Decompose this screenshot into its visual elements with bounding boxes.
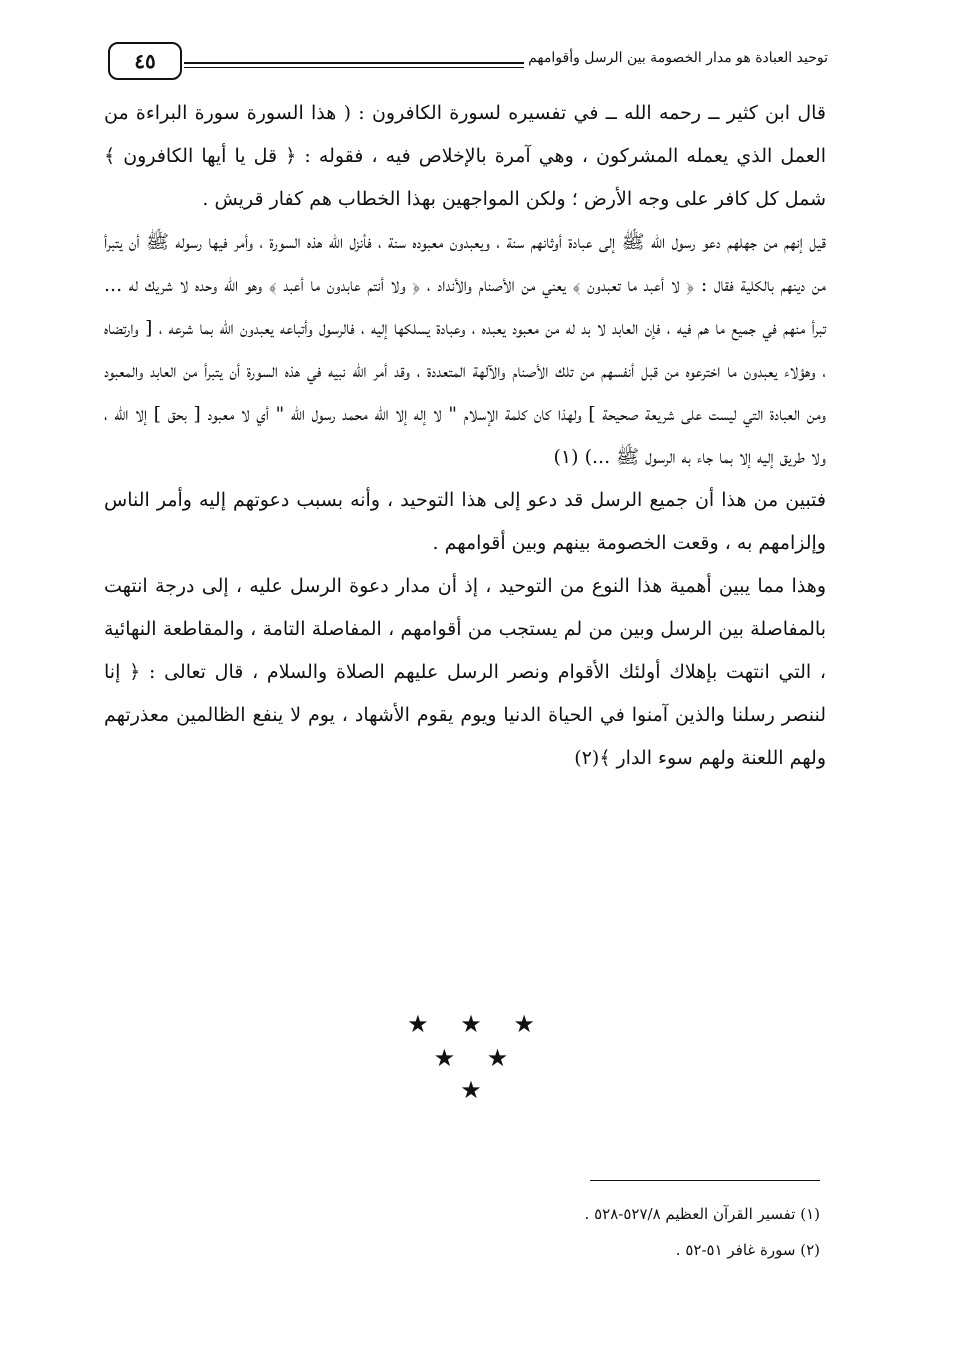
page-number: ٤٥ [108, 42, 182, 80]
paragraph-quote-continued: قيل إنهم من جهلهم دعو رسول الله ﷺ إلى عبادة أوثانهم سنة ، ويعبدون معبوده سنة ، فأنزل الله هذه السورة ، وأمر فيها رسوله ﷺ أن يتبرأ من دينهم بالكلية فقال : ﴿ لا أعبد ما تعبدون ﴾ يعني من الأصنام والأنداد ، ﴿ ولا أنتم عابدون ما أعبد ﴾ وهو الله وحده لا شريك له ... تبرأ منهم في جميع ما هم فيه ، فإن العابد لا بد له من معبود يعبده ، وعبادة يسلكها إليه ، فالرسول وأتباعه يعبدون الله بما شرعه ، [ وارتضاه ، وهؤلاء يعبدون ما اخترعوه من قبل أنفسهم من تلك الأصنام والآلهة المتعددة ، وقد أمر الله نبيه في هذه السورة أن يتبرأ من العابد والمعبود ومن العبادة التي ليست على شريعة صحيحة ] ولهذا كان كلمة الإسلام " لا إله إلا الله محمد رسول الله " أي لا معبود [ بحق ] إلا الله ، ولا طريق إليه إلا بما جاء به الرسول ﷺ ...) (١) [104, 231, 826, 468]
star-ornament-row-3: ★ [460, 1076, 494, 1104]
star-ornament-row-1: ★ ★ ★ [407, 1010, 547, 1038]
star-ornament-row-2: ★ ★ [433, 1044, 521, 1072]
footnote-separator [590, 1180, 820, 1181]
footnote-1: (١) تفسير القرآن العظيم ٥٢٧/٨-٥٢٨ . [584, 1205, 820, 1223]
paragraph-importance: وهذا مما يبين أهمية هذا النوع من التوحيد ، إذ أن مدار دعوة الرسل عليه ، إلى درجة انتهت بالمفاصلة بين الرسل وبين من لم يستجب من أقوامهم ، المفاصلة التامة ، والمقاطعة النهائية ، التي انتهت بإهلاك أولئك الأقوام ونصر الرسل عليهم الصلاة والسلام ، قال تعالى : ﴿ إنا لننصر رسلنا والذين آمنوا في الحياة الدنيا ويوم يقوم الأشهاد ، يوم لا ينفع الظالمين معذرتهم ولهم اللعنة ولهم سوء الدار ﴾(٢) [104, 575, 826, 769]
header-rule [184, 62, 524, 64]
footnotes [585, 1196, 820, 1268]
page-header [108, 40, 828, 80]
footnote-2: (٢) سورة غافر ٥١-٥٢ . [675, 1241, 820, 1259]
paragraph-ibn-kathir-intro: قال ابن كثير ــ رحمه الله ــ في تفسيره لسورة الكافرون : ( هذا السورة سورة البراءة من العمل الذي يعمله المشركون ، وهي آمرة بالإخلاص فيه ، فقوله : ﴿ قل يا أيها الكافرون ﴾ شمل كل كافر على وجه الأرض ؛ ولكن المواجهين بهذا الخطاب هم كفار قريش . [104, 102, 826, 210]
main-text [104, 92, 826, 780]
paragraph-conclusion: فتبين من هذا أن جميع الرسل قد دعو إلى هذا التوحيد ، وأنه بسبب دعوتهم إليه وأمر الناس وإلزامهم به ، وقعت الخصومة بينهم وبين أقوامهم . [104, 489, 826, 554]
running-title: توحيد العبادة هو مدار الخصومة بين الرسل وأقوامهم [528, 50, 828, 66]
header-rule-thin [184, 67, 524, 68]
